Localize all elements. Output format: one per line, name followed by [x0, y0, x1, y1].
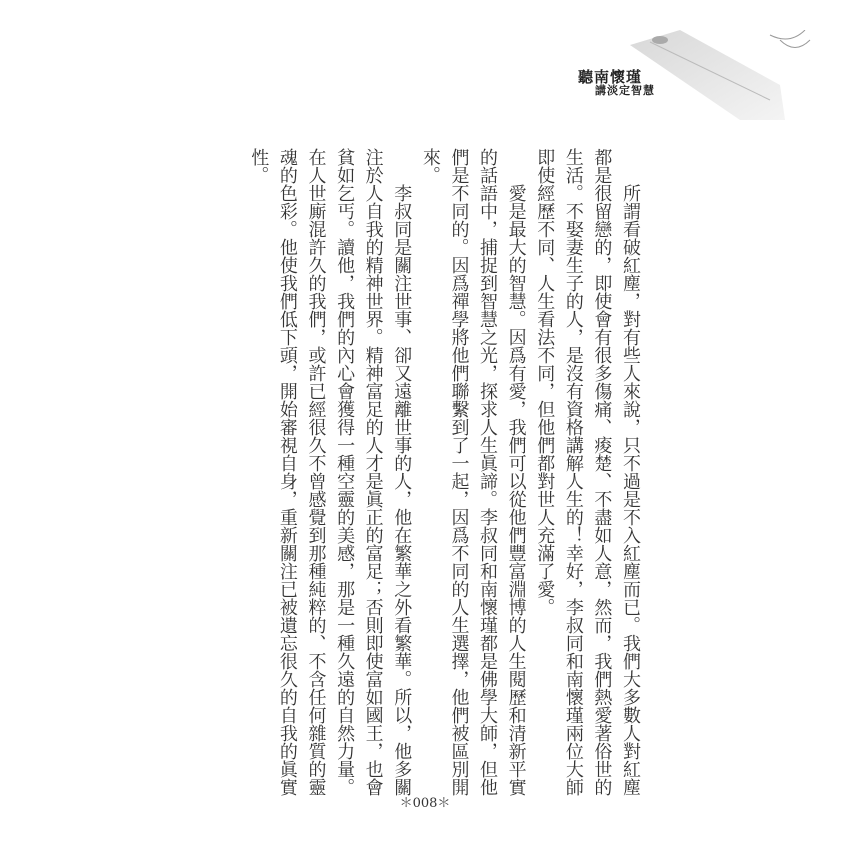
text-column: 的話語中，捕捉到智慧之光，探求人生眞諦。李叔同和南懷瑾都是佛學大師，但他: [477, 148, 499, 796]
text-column: 魂的色彩。他使我們低下頭，開始審視自身，重新關注已被遺忘很久的自我的眞實: [276, 148, 298, 796]
text-column: 貧如乞丐。讀他，我們的內心會獲得一種空靈的美感，那是一種久遠的自然力量。: [334, 148, 356, 796]
text-column: 在人世廝混許久的我們，或許已經很久不曾感覺到那種純粹的、不含任何雜質的靈: [305, 148, 327, 796]
text-column: 來。: [419, 148, 441, 184]
page-number: ＊008＊: [399, 796, 451, 811]
text-column: 都是很留戀的，即使會有很多傷痛、痠楚、不盡如人意，然而，我們熱愛著俗世的: [591, 148, 613, 796]
text-column: 注於人自我的精神世界。精神富足的人才是眞正的富足；否則即使富如國王，也會: [362, 148, 384, 796]
text-column: 生活。不娶妻生子的人，是沒有資格講解人生的！幸好，李叔同和南懷瑾兩位大師: [562, 148, 584, 796]
text-column: 所謂看破紅塵，對有些人來說，只不過是不入紅塵而已。我們大多數人對紅塵: [620, 184, 641, 796]
book-title: 聽南懷瑾: [578, 68, 643, 86]
text-column: 們是不同的。因爲禪學將他們聯繫到了一起，因爲不同的人生選擇，他們被區別開: [448, 148, 470, 796]
text-column: 即使經歷不同、人生看法不同，但他們都對世人充滿了愛。: [534, 148, 556, 616]
book-subtitle: 講淡定智慧: [595, 84, 655, 97]
guqin-illustration: [620, 30, 840, 120]
text-column: 李叔同是關注世事、卻又遠離世事的人，他在繁華之外看繁華。所以，他多關: [391, 184, 413, 796]
text-column: 愛是最大的智慧。因爲有愛，我們可以從他們豐富淵博的人生閱歷和清新平實: [505, 184, 527, 796]
body-text: [244, 148, 644, 796]
text-column: 性。: [248, 148, 270, 184]
